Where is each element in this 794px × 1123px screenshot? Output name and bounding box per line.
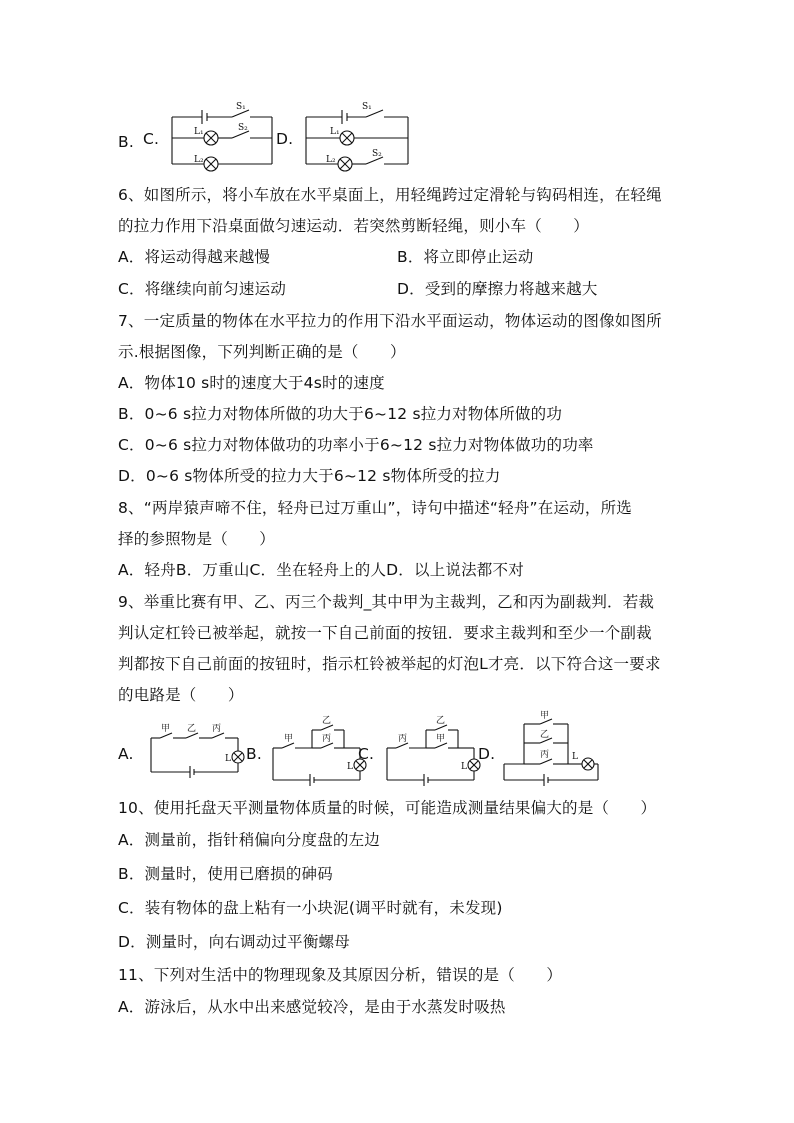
q7-option-b: B．0~6 s拉力对物体所做的功大于6~12 s拉力对物体所做的功 <box>118 405 563 423</box>
c-s1-label: S₁ <box>236 102 246 112</box>
q6-option-c: C．将继续向前匀速运动 <box>118 280 287 298</box>
a-jia-label: 甲 <box>161 724 171 734</box>
q7-stem-line1: 7、一定质量的物体在水平拉力的作用下沿水平面运动，物体运动的图像如图所 <box>118 312 662 330</box>
d9-jia-label: 甲 <box>540 711 550 721</box>
c-l1-label: L₁ <box>194 127 204 137</box>
q7-option-a: A．物体10 s时的速度大于4s时的速度 <box>118 374 385 392</box>
q9-label-d: D. <box>478 745 496 763</box>
b-lamp-label: L <box>347 762 353 772</box>
d9-yi-label: 乙 <box>540 730 550 740</box>
circuit-option-c <box>166 100 276 172</box>
b-yi-label: 乙 <box>322 716 332 726</box>
q10-option-a: A．测量前，指针稍偏向分度盘的左边 <box>118 831 381 849</box>
q9-stem-line2: 判认定杠铃已被举起，就按一下自己前面的按钮．要求主裁判和至少一个副裁 <box>118 624 652 642</box>
q6-option-b: B．将立即停止运动 <box>397 248 534 266</box>
d-l1-label: L₁ <box>330 127 340 137</box>
c9-jia-label: 甲 <box>436 734 446 744</box>
q10-option-c: C．装有物体的盘上粘有一小块泥(调平时就有，未发现) <box>118 899 503 917</box>
q6-option-a: A．将运动得越来越慢 <box>118 248 271 266</box>
b-bing-label: 丙 <box>322 734 332 744</box>
d-s1-label: S₁ <box>362 102 372 112</box>
q10-stem: 10、使用托盘天平测量物体质量的时候，可能造成测量结果偏大的是（ ） <box>118 799 657 817</box>
q8-stem-line2: 择的参照物是（ ） <box>118 530 276 548</box>
circuit-option-d <box>300 100 412 172</box>
q11-option-a: A．游泳后，从水中出来感觉较冷，是由于水蒸发时吸热 <box>118 998 506 1016</box>
q9-circuit-b <box>268 714 368 786</box>
q9-stem-line4: 的电路是（ ） <box>118 686 244 704</box>
q8-options: A．轻舟B．万重山C．坐在轻舟上的人D．以上说法都不对 <box>118 561 524 579</box>
q9-stem-line3: 判都按下自己前面的按钮时，指示杠铃被举起的灯泡L才亮．以下符合这一要求 <box>118 655 661 673</box>
q9-circuit-d <box>502 712 602 786</box>
q7-option-c: C．0~6 s拉力对物体做功的功率小于6~12 s拉力对物体做功的功率 <box>118 436 594 454</box>
top-label-d: D. <box>276 130 294 148</box>
q7-stem-line2: 示.根据图像，下列判断正确的是（ ） <box>118 343 406 361</box>
c-l2-label: L₂ <box>194 155 204 165</box>
q9-label-c: C. <box>358 745 375 763</box>
q8-stem-line1: 8、“两岸猿声啼不住，轻舟已过万重山”，诗句中描述“轻舟”在运动，所选 <box>118 499 632 517</box>
q9-circuit-c <box>382 714 482 786</box>
top-label-c: C. <box>143 130 160 148</box>
q10-option-d: D．测量时，向右调动过平衡螺母 <box>118 933 350 951</box>
q6-option-d: D．受到的摩擦力将越来越大 <box>397 280 598 298</box>
c9-bing-label: 丙 <box>398 734 408 744</box>
q9-label-b: B. <box>246 745 262 763</box>
q9-stem-line1: 9、举重比赛有甲、乙、丙三个裁判_其中甲为主裁判，乙和丙为副裁判．若裁 <box>118 593 655 611</box>
q6-stem-line1: 6、如图所示，将小车放在水平桌面上，用轻绳跨过定滑轮与钩码相连，在轻绳 <box>118 186 662 204</box>
a-lamp-label: L <box>225 754 231 764</box>
q10-option-b: B．测量时，使用已磨损的砷码 <box>118 865 333 883</box>
q7-option-d: D．0~6 s物体所受的拉力大于6~12 s物体所受的拉力 <box>118 467 501 485</box>
q6-stem-line2: 的拉力作用下沿桌面做匀速运动．若突然剪断轻绳，则小车（ ） <box>118 217 590 235</box>
q9-label-a: A. <box>118 745 134 763</box>
q9-circuit-a <box>148 722 248 778</box>
d9-lamp-label: L <box>572 752 578 762</box>
c9-lamp-label: L <box>461 762 467 772</box>
top-label-b: B. <box>118 133 134 151</box>
a-yi-label: 乙 <box>187 724 197 734</box>
d9-bing-label: 丙 <box>540 750 550 760</box>
c9-yi-label: 乙 <box>436 716 446 726</box>
a-bing-label: 丙 <box>212 724 222 734</box>
d-l2-label: L₂ <box>326 155 336 165</box>
b-jia-label: 甲 <box>284 734 294 744</box>
q11-stem: 11、下列对生活中的物理现象及其原因分析，错误的是（ ） <box>118 966 563 984</box>
c-s2-label: S₂ <box>238 123 248 133</box>
d-s2-label: S₂ <box>372 149 382 159</box>
